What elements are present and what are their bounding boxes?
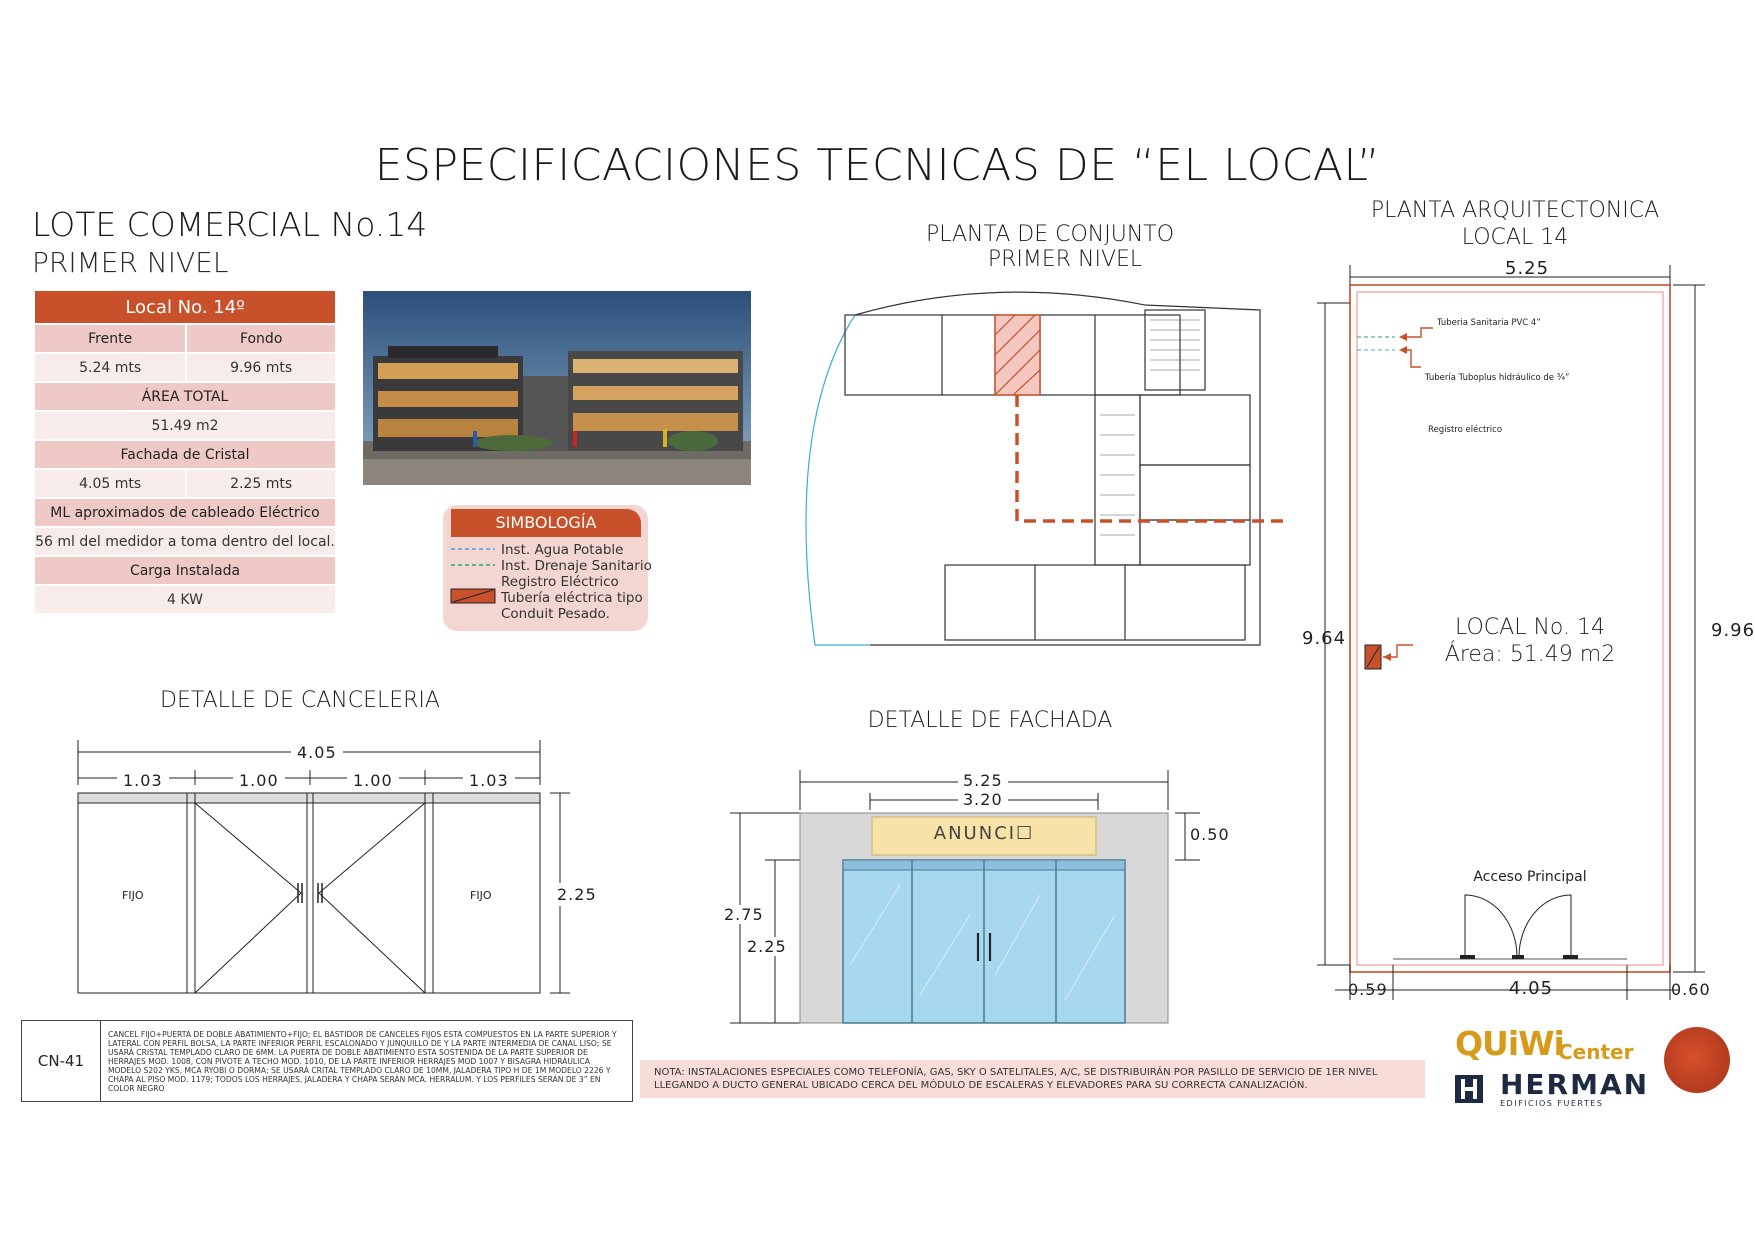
area-label: ÁREA TOTAL	[35, 383, 335, 410]
fachada-sign-height: 0.50	[1190, 825, 1230, 844]
simbologia-legend	[443, 505, 652, 631]
page-title: ESPECIFICACIONES TECNICAS DE “EL LOCAL”	[374, 140, 1381, 191]
circle-logo-icon	[1664, 1027, 1730, 1093]
canceleria-height: 2.25	[557, 885, 597, 904]
planta-arq-subtitle: LOCAL 14	[1461, 225, 1569, 250]
canceleria-seg-4: 1.03	[463, 771, 515, 790]
legend-agua: Inst. Agua Potable	[501, 542, 624, 558]
dim-bottom-left: 0.59	[1348, 980, 1388, 999]
anuncio-sign: ANUNCI☐	[933, 823, 1035, 844]
site-plan-drawing	[795, 285, 1285, 655]
planta-arq-title: PLANTA ARQUITECTONICA	[1370, 198, 1660, 223]
spec-header: Local No. 14º	[35, 291, 335, 323]
cableado-value: 56 ml del medidor a toma dentro del local.	[35, 528, 335, 555]
legend-tuberia: Tubería eléctrica tipo	[501, 590, 643, 606]
cn41-note	[21, 1020, 633, 1102]
center-logo-text: Center	[1558, 1040, 1634, 1064]
fachada-value-width: 4.05 mts	[35, 470, 187, 497]
fijo-left-label: FIJO	[122, 889, 144, 902]
dim-left: 9.64	[1302, 628, 1347, 649]
canceleria-seg-3: 1.00	[347, 771, 399, 790]
fijo-right-label: FIJO	[470, 889, 492, 902]
cn41-code: CN-41	[22, 1021, 101, 1101]
dim-top: 5.25	[1505, 258, 1550, 279]
cn41-text: CANCEL FIJO+PUERTA DE DOBLE ABATIMIENTO+FIJO; EL BASTIDOR DE CANCELES FIJOS ESTA COMPUESTOS EN LA PARTE SUPERIOR Y LATERAL CON PERFIL BOLSA, LA PARTE INFERIOR PERFIL ESCALONADO Y JUNQUILLO DE Y LA PARTE INTERMEDIA DE CANAL LISO; SE USARÁ CRISTAL TEMPLADO CLARO DE 6MM. LA PUERTA DE DOBLE ABATIMIENTO ESTA SOSTENIDA DE LA PARTE SUPERIOR DE HERRAJES MOD. 1008, CON PIVOTE A TECHO MOD. 1010, DE LA PARTE INFERIOR HERRAJES MOD 1007 Y BISAGRA HIDRÁULICA MODELO S202 YKS, MCA RYOBI O DORMA; SE USARÁ CRITAL TEMPLADO CLARO DE 10MM, JALADERA TIPO H DE 1M MODELO 2226 Y CHAPA AL PISO MOD. 1179; TODOS LOS HERRAJES, JALADERA Y CHAPA SERÁN MCA. HERRALUM. Y LOS PERFILES SERÁN DE 3” EN COLOR NEGRO	[108, 1030, 617, 1093]
planta-conjunto-subtitle: PRIMER NIVEL	[987, 247, 1143, 272]
fachada-width-total: 5.25	[958, 771, 1008, 790]
herman-logo-text: HERMAN	[1500, 1068, 1650, 1101]
tuberia-sanitaria-label: Tuberia Sanitaria PVC 4”	[1437, 318, 1541, 328]
legend-registro: Registro Eléctrico	[501, 574, 619, 590]
herman-subtitle: EDIFICIOS FUERTES	[1500, 1099, 1604, 1108]
instalaciones-note: NOTA: INSTALACIONES ESPECIALES COMO TELEFONÍA, GAS, SKY O SATELITALES, A/C, SE DISTRIBUIRÁN POR PASILLO DE SERVICIO DE 1ER NIVEL LLEGANDO A DUCTO GENERAL UBICADO CERCA DEL MÓDULO DE ESCALERAS Y ELEVADORES PARA SU CORRECTA CANALIZACIÓN.	[640, 1060, 1425, 1098]
herman-logo-icon	[1455, 1075, 1483, 1103]
registro-label: Registro eléctrico	[1428, 425, 1503, 435]
tuberia-tuboplus-label: Tubería Tuboplus hidráulico de ¾”	[1425, 373, 1570, 383]
fachada-title: DETALLE DE FACHADA	[867, 708, 1113, 733]
planta-conjunto-title: PLANTA DE CONJUNTO	[925, 222, 1175, 247]
legend-drenaje: Inst. Drenaje Sanitario	[501, 558, 652, 574]
fachada-height-door: 2.25	[747, 937, 787, 956]
area-value: 51.49 m2	[35, 412, 335, 439]
frente-value: 5.24 mts	[35, 354, 187, 381]
fachada-label: Fachada de Cristal	[35, 441, 335, 468]
fachada-value-height: 2.25 mts	[187, 470, 335, 497]
simbologia-title: SIMBOLOGÍA	[451, 509, 641, 537]
fachada-height-total: 2.75	[724, 905, 764, 924]
carga-value: 4 KW	[35, 586, 335, 613]
carga-label: Carga Instalada	[35, 557, 335, 584]
fachada-width-sign: 3.20	[958, 790, 1008, 809]
local-area: Área: 51.49 m2	[1444, 642, 1616, 667]
dim-bottom: 4.05	[1509, 978, 1554, 999]
spec-table	[35, 289, 335, 615]
lote-subheading: PRIMER NIVEL	[32, 246, 229, 279]
legend-conduit: Conduit Pesado.	[501, 606, 610, 622]
canceleria-total: 4.05	[291, 743, 343, 762]
canceleria-title: DETALLE DE CANCELERIA	[160, 688, 440, 713]
dim-right: 9.96	[1711, 620, 1755, 641]
canceleria-seg-2: 1.00	[233, 771, 285, 790]
building-render-image	[363, 291, 751, 485]
acceso-label: Acceso Principal	[1473, 869, 1587, 885]
quiwi-logo-text: QUiWi	[1455, 1024, 1564, 1063]
frente-label: Frente	[35, 325, 187, 352]
fondo-label: Fondo	[187, 325, 335, 352]
canceleria-seg-1: 1.03	[117, 771, 169, 790]
cableado-label: ML aproximados de cableado Eléctrico	[35, 499, 335, 526]
dim-bottom-right: 0.60	[1671, 980, 1711, 999]
lote-heading: LOTE COMERCIAL No.14	[32, 205, 428, 244]
fondo-value: 9.96 mts	[187, 354, 335, 381]
local-name: LOCAL No. 14	[1455, 615, 1605, 640]
